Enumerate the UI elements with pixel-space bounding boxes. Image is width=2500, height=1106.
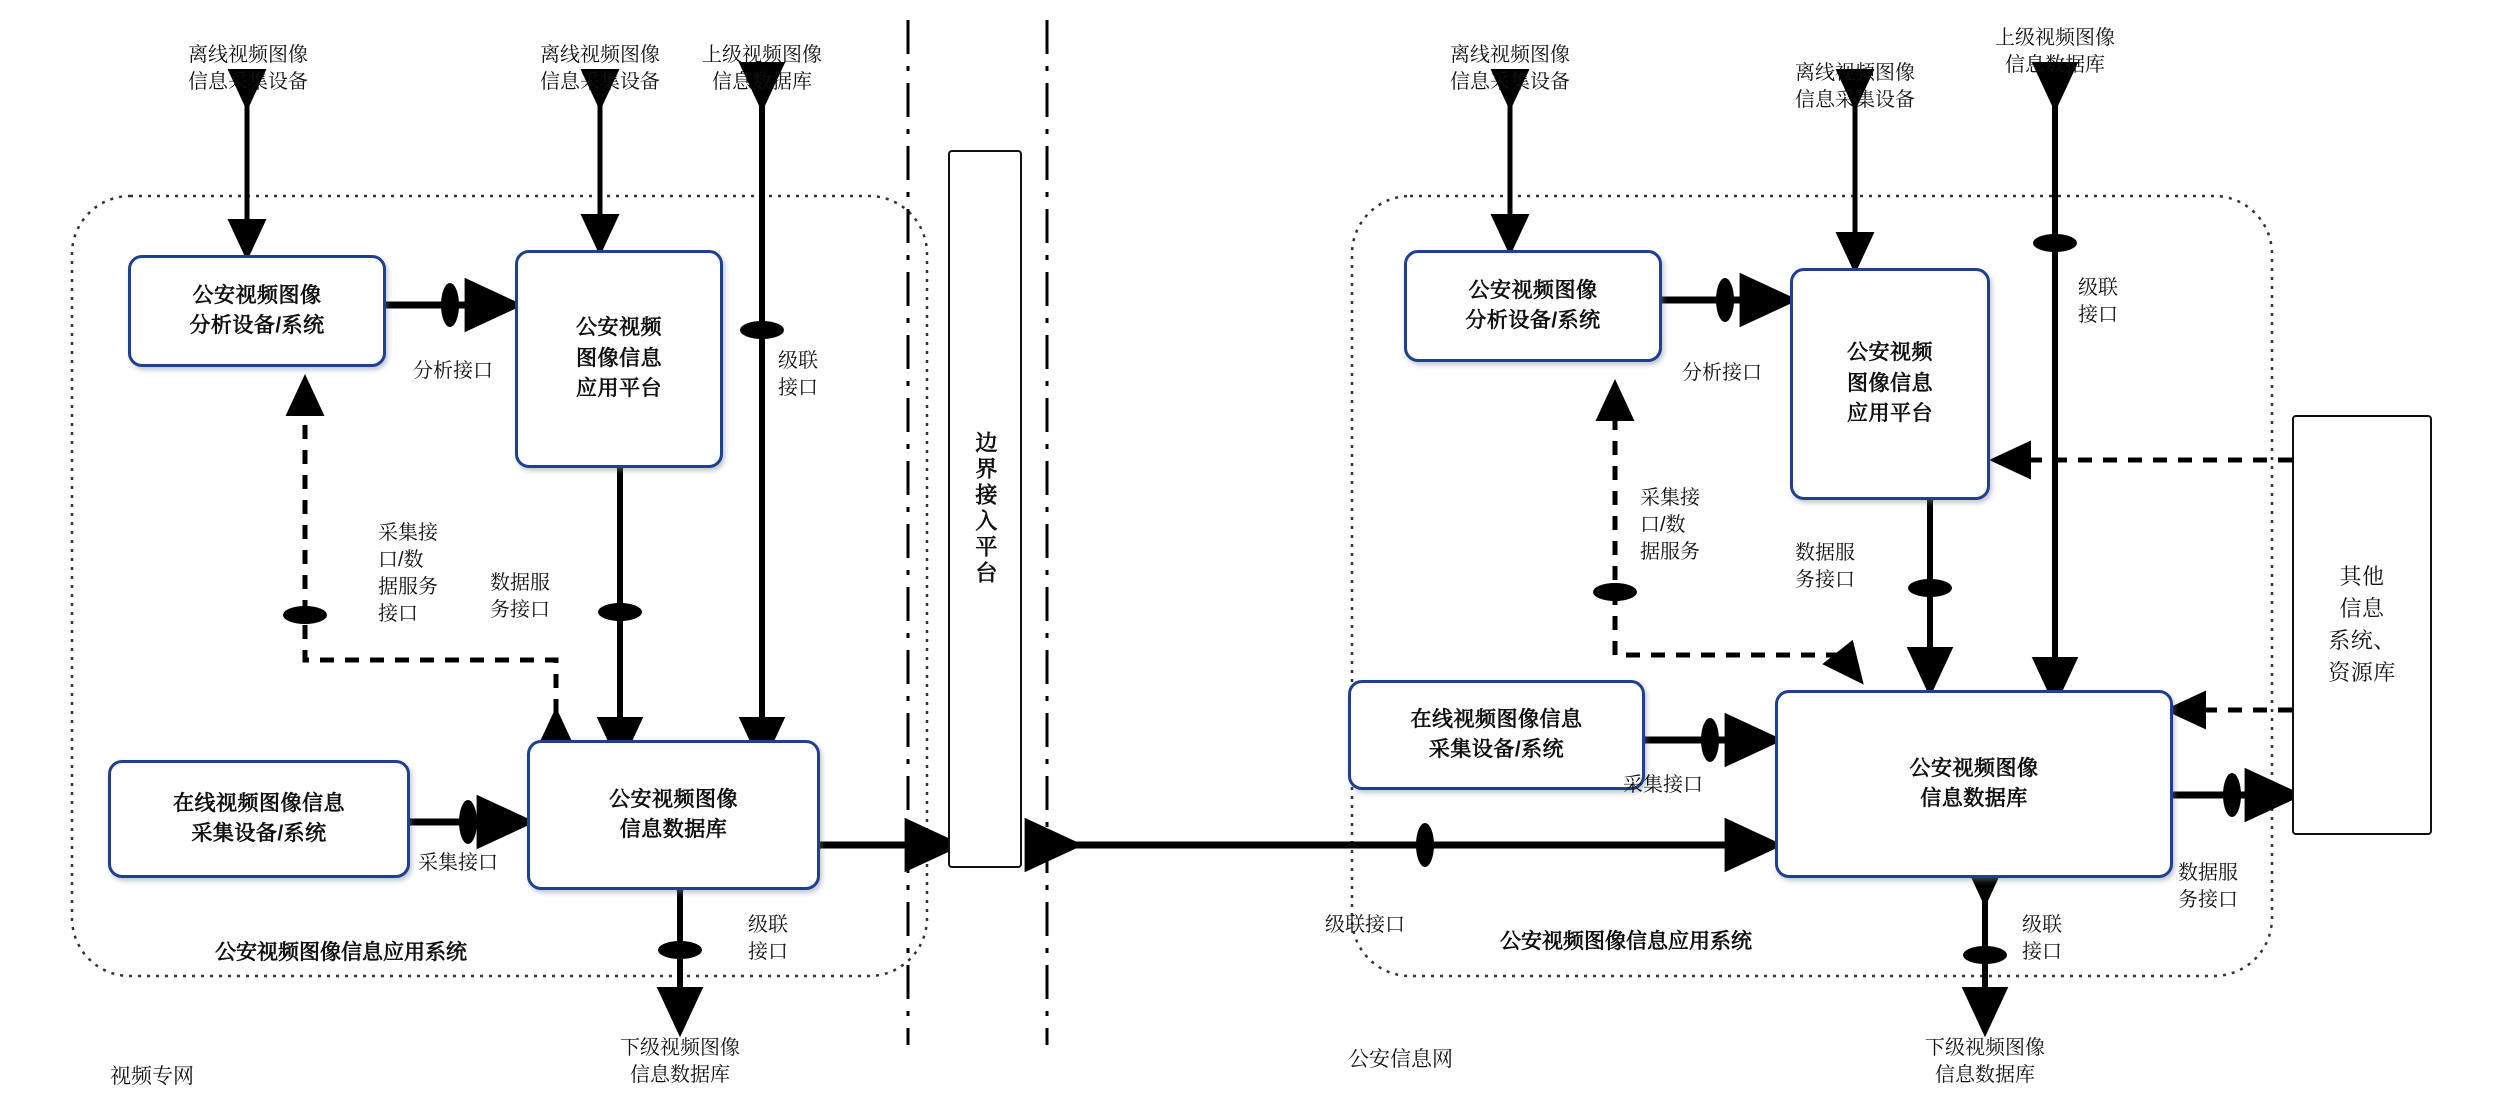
node-right-platform-line-3: 应用平台 [1847, 402, 1933, 426]
label-right-cascade-interface-left: 级联接口 [1325, 914, 1405, 936]
node-left-online-line-1: 在线视频图像信息 [173, 791, 345, 815]
label-left-lower-database: 下级视频图像 信息数据库 [620, 1037, 740, 1086]
label-left-offline-collect-2: 离线视频图像 信息采集设备 [540, 44, 660, 93]
label-left-cascade-interface-bottom: 级联 接口 [748, 914, 788, 963]
node-right-online-line-1: 在线视频图像信息 [1410, 707, 1583, 731]
label-right-cascade-interface-top: 级联 接口 [2078, 277, 2118, 326]
boundary-platform-label: 边界接入平台 [972, 431, 998, 587]
label-right-data-service-interface-mid: 数据服 务接口 [1795, 542, 1855, 591]
label-right-analysis-interface: 分析接口 [1682, 362, 1762, 384]
node-right-analysis-device[interactable] [1404, 250, 1662, 362]
node-right-platform-line-1: 公安视频 [1847, 341, 1933, 365]
node-right-image-database[interactable] [1775, 690, 2173, 878]
node-left-online-collect-device[interactable] [108, 760, 410, 878]
label-left-collect-interface: 采集接口 [418, 852, 498, 874]
label-right-data-service-interface-right: 数据服 务接口 [2178, 862, 2238, 911]
label-left-data-service-interface: 数据服 务接口 [490, 572, 550, 621]
node-other-systems-resource-library[interactable] [2292, 415, 2432, 835]
other-systems-line-1: 其他 [2339, 564, 2385, 590]
node-right-db-line-1: 公安视频图像 [1909, 756, 2039, 780]
node-right-db-line-2: 信息数据库 [1920, 787, 2028, 810]
node-left-platform-line-3: 应用平台 [576, 377, 662, 401]
other-systems-line-4: 资源库 [2328, 659, 2396, 685]
node-left-platform-line-1: 公安视频 [576, 316, 662, 340]
node-left-platform-line-2: 图像信息 [576, 346, 662, 370]
node-left-analysis-line-1: 公安视频图像 [192, 283, 322, 307]
label-right-upper-database: 上级视频图像 信息数据库 [1995, 27, 2115, 76]
label-left-analysis-interface: 分析接口 [413, 360, 493, 382]
node-left-application-platform[interactable] [515, 250, 723, 468]
label-left-offline-collect-1: 离线视频图像 信息采集设备 [188, 44, 308, 93]
node-right-analysis-line-1: 公安视频图像 [1468, 278, 1598, 302]
label-right-collect-data-interface: 采集接 口/数 据服务 [1640, 487, 1700, 563]
node-left-online-line-2: 采集设备/系统 [191, 822, 327, 845]
label-left-upper-database: 上级视频图像 信息数据库 [702, 44, 822, 93]
label-left-cascade-interface-top: 级联 接口 [778, 350, 818, 399]
node-right-analysis-line-2: 分析设备/系统 [1465, 309, 1601, 332]
other-systems-line-3: 系统、 [2328, 628, 2396, 653]
label-right-offline-collect-2: 离线视频图像 信息采集设备 [1795, 62, 1915, 111]
left-zone-title: 公安视频图像信息应用系统 [215, 941, 467, 964]
node-left-image-database[interactable] [527, 740, 820, 890]
node-boundary-access-platform[interactable] [948, 150, 1022, 868]
node-left-analysis-device[interactable] [128, 255, 386, 367]
label-right-cascade-interface-bottom: 级联 接口 [2022, 914, 2062, 963]
node-left-analysis-line-2: 分析设备/系统 [189, 314, 325, 337]
node-right-platform-line-2: 图像信息 [1847, 371, 1933, 395]
right-network-label: 公安信息网 [1348, 1048, 1453, 1071]
node-right-online-line-2: 采集设备/系统 [1428, 738, 1565, 761]
node-left-db-line-1: 公安视频图像 [609, 787, 738, 811]
label-left-collect-data-interface: 采集接 口/数 据服务 接口 [378, 522, 438, 625]
label-right-collect-interface: 采集接口 [1623, 774, 1703, 796]
node-left-db-line-2: 信息数据库 [619, 818, 728, 841]
right-zone-title: 公安视频图像信息应用系统 [1500, 930, 1752, 953]
other-systems-line-2: 信息 [2339, 596, 2385, 622]
label-right-offline-collect-1: 离线视频图像 信息采集设备 [1450, 44, 1570, 93]
label-right-lower-database: 下级视频图像 信息数据库 [1925, 1037, 2045, 1086]
left-network-label: 视频专网 [110, 1065, 194, 1088]
